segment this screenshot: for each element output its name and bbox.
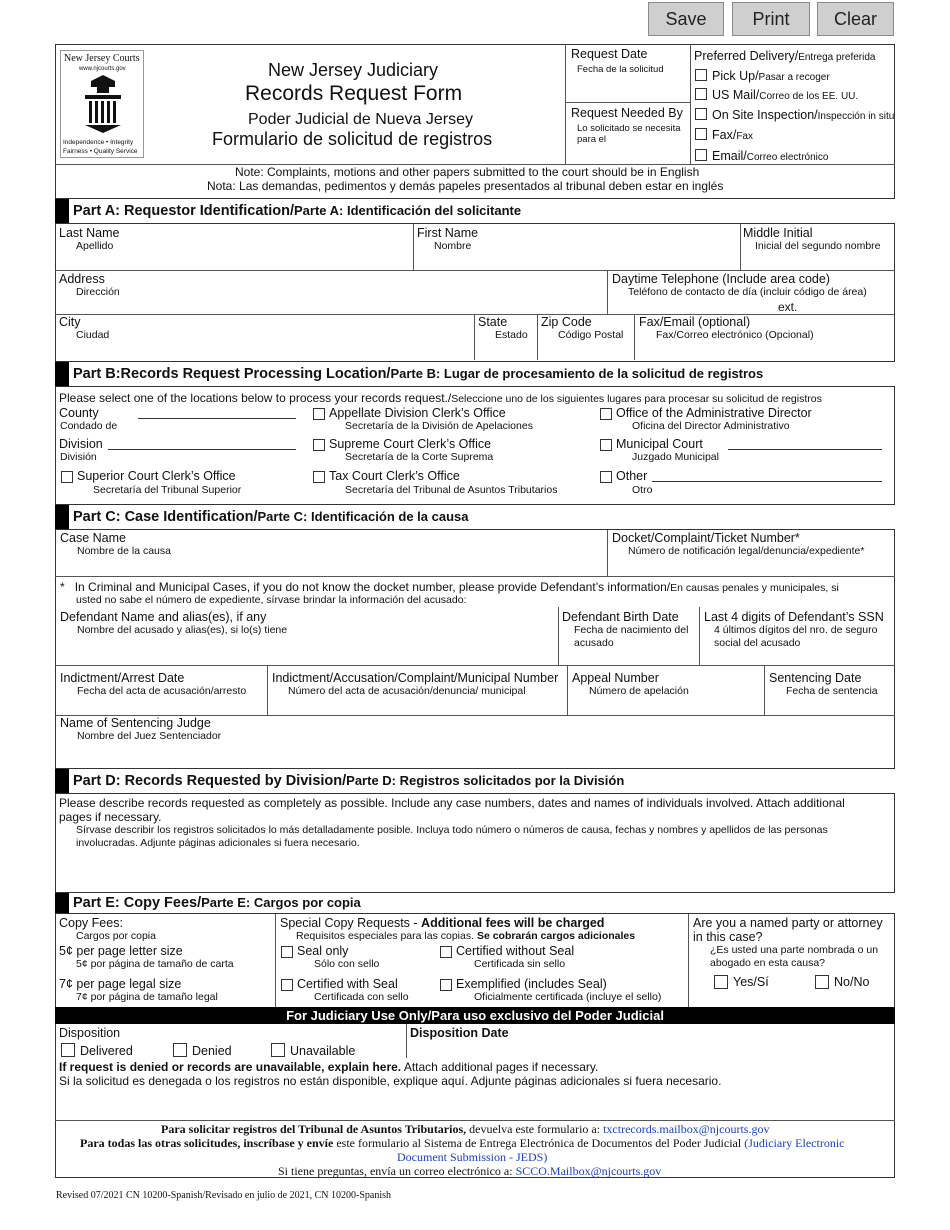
certified-without-seal-label-es: Certificada sin sello [474, 958, 566, 970]
seal-only-checkbox[interactable] [281, 946, 293, 958]
indict-number-label: Indictment/Accusation/Complaint/Municipal Number [272, 671, 559, 685]
nj-courts-logo [60, 50, 144, 158]
last-name-label: Last Name [59, 226, 120, 240]
city-label-es: Ciudad [76, 329, 110, 341]
email-label: Email/Correo electrónico [712, 149, 829, 163]
request-needed-es-1: Lo solicitado se necesita [577, 123, 681, 134]
part-d-header: Part D: Records Requested by Division/Parte D: Registros solicitados por la División [55, 768, 895, 794]
appellate-label: Appellate Division Clerk’s Office [329, 406, 506, 420]
special-copy-label-es: Requisitos especiales para las copias. Se cobrarán cargos adicionales [296, 930, 636, 942]
supreme-label-es: Secretaría de la Corte Suprema [345, 451, 494, 463]
superior-court-label-es: Secretaría del Tribunal Superior [93, 484, 242, 496]
scco-email-link[interactable]: SCCO.Mailbox@njcourts.gov [515, 1164, 662, 1178]
phone-label-es: Teléfono de contacto de día (incluir código de área) [628, 286, 867, 298]
ssn-label: Last 4 digits of Defendant’s SSN [704, 610, 884, 624]
explain-label: If request is denied or records are unavailable, explain here. Attach additional pages if necessary. [59, 1060, 599, 1074]
address-label-es: Dirección [76, 286, 120, 298]
part-a-header: Part A: Requestor Identification/Parte A: Identificación del solicitante [55, 198, 895, 224]
clear-button[interactable]: Clear [817, 2, 894, 36]
request-needed-label: Request Needed By [571, 106, 683, 120]
other-label: Other [616, 469, 648, 483]
title-en-2: Records Request Form [245, 82, 463, 105]
exemplified-label-es: Oficialmente certificada (incluye el sello) [474, 991, 662, 1003]
logo-title: New Jersey Courts [64, 53, 140, 64]
footer-questions-line: Si tiene preguntas, envía un correo electrónico a: SCCO.Mailbox@njcourts.gov [278, 1164, 662, 1178]
docket-label-es: Número de notificación legal/denuncia/expediente* [628, 545, 865, 557]
dob-label: Defendant Birth Date [562, 610, 679, 624]
sentencing-date-label: Sentencing Date [769, 671, 862, 685]
part-c-header: Part C: Case Identification/Parte C: Identificación de la causa [55, 504, 895, 530]
seal-only-label: Seal only [297, 944, 349, 958]
email-checkbox[interactable] [695, 149, 707, 161]
county-field[interactable] [138, 418, 296, 419]
zip-label-es: Código Postal [558, 329, 624, 341]
named-party-label-es-2: abogado en esta causa? [710, 957, 826, 969]
tax-email-link[interactable]: txctrecords.mailbox@njcourts.gov [603, 1122, 770, 1136]
certified-with-seal-label: Certified with Seal [297, 977, 398, 991]
no-label: No/No [834, 975, 870, 989]
first-name-label-es: Nombre [434, 240, 472, 252]
us-mail-label: US Mail/Correo de los EE. UU. [712, 88, 859, 102]
other-checkbox[interactable] [600, 471, 612, 483]
county-label-es: Condado de [60, 420, 118, 432]
named-party-label-2: in this case? [693, 930, 763, 944]
explain-label-es: Si la solicitud es denegada o los registros no están disponible, explique aquí. Adjunte páginas adicionales si fuera necesario. [59, 1074, 722, 1088]
address-label: Address [59, 272, 105, 286]
save-button[interactable]: Save [648, 2, 724, 36]
last-name-label-es: Apellido [76, 240, 114, 252]
superior-court-checkbox[interactable] [61, 471, 73, 483]
middle-initial-label-es: Inicial del segundo nombre [755, 240, 881, 252]
print-button[interactable]: Print [732, 2, 810, 36]
jeds-link-1[interactable]: (Judiciary Electronic [744, 1136, 845, 1150]
part-b-instructions: Please select one of the locations below to process your records request./Seleccione uno de los siguientes lugares para procesar su solicitud de registros [59, 391, 822, 405]
request-needed-es-2: para el [577, 134, 607, 145]
dob-label-es-2: acusado [574, 637, 614, 649]
us-mail-checkbox[interactable] [695, 88, 707, 100]
ssn-label-es-2: social del acusado [714, 637, 801, 649]
aoc-checkbox[interactable] [600, 408, 612, 420]
disposition-label: Disposition [59, 1026, 121, 1040]
logo-url: www.njcourts.gov [79, 66, 126, 72]
certified-without-seal-label: Certified without Seal [456, 944, 575, 958]
judge-label-es: Nombre del Juez Sentenciador [77, 730, 222, 742]
dob-label-es-1: Fecha de nacimiento del [574, 624, 689, 636]
superior-court-label: Superior Court Clerk’s Office [77, 469, 236, 483]
footer-other-line: Para todas las otras solicitudes, inscríbase y envíe este formulario al Sistema de Entrega Electrónica de Documentos del Poder Judicial (Judiciary Electronic [80, 1136, 845, 1150]
appeal-number-label-es: Número de apelación [589, 685, 689, 697]
certified-without-seal-checkbox[interactable] [440, 946, 452, 958]
pickup-checkbox[interactable] [695, 69, 707, 81]
fax-email-label-es: Fax/Correo electrónico (Opcional) [656, 329, 814, 341]
named-party-label-1: Are you a named party or attorney [693, 916, 883, 930]
municipal-field[interactable] [728, 449, 882, 450]
judge-label: Name of Sentencing Judge [60, 716, 211, 730]
footer-tax-line: Para solicitar registros del Tribunal de Asuntos Tributarios, devuelva este formulario a: txctrecords.mailbox@njcourts.gov [161, 1122, 770, 1136]
letter-fee-label-es: 5¢ por página de tamaño de carta [76, 958, 234, 970]
unavailable-checkbox[interactable] [271, 1043, 285, 1057]
preferred-delivery-label: Preferred Delivery/Entrega preferida [694, 49, 876, 63]
revision-note: Revised 07/2021 CN 10200-Spanish/Revisado en julio de 2021, CN 10200-Spanish [56, 1190, 391, 1201]
other-label-es: Otro [632, 484, 653, 496]
logo-motto-1: Independence • Integrity [63, 139, 134, 146]
part-d-instructions-2: pages if necessary. [59, 810, 162, 824]
supreme-label: Supreme Court Clerk’s Office [329, 437, 492, 451]
appeal-number-label: Appeal Number [572, 671, 659, 685]
exemplified-label: Exemplified (includes Seal) [456, 977, 607, 991]
yes-checkbox[interactable] [714, 975, 728, 989]
indict-date-label-es: Fecha del acta de acusación/arresto [77, 685, 247, 697]
criminal-note-line2: usted no sabe el número de expediente, sírvase brindar la información del acusado: [76, 594, 467, 606]
municipal-checkbox[interactable] [600, 439, 612, 451]
first-name-label: First Name [417, 226, 479, 240]
disposition-date-label: Disposition Date [410, 1026, 509, 1040]
legal-fee-label: 7¢ per page legal size [59, 977, 182, 991]
exemplified-checkbox[interactable] [440, 979, 452, 991]
case-name-label: Case Name [60, 531, 126, 545]
part-d-instructions-es-2: involucradas. Adjunte páginas adicionales si fuera necesario. [76, 837, 360, 849]
copy-fees-label-es: Cargos por copia [76, 930, 156, 942]
indict-number-label-es: Número del acta de acusación/denuncia/ municipal [288, 685, 526, 697]
delivered-checkbox[interactable] [61, 1043, 75, 1057]
title-es-1: Poder Judicial de Nueva Jersey [248, 111, 474, 128]
logo-motto-2: Fairness • Quality Service [63, 148, 138, 155]
supreme-checkbox[interactable] [313, 439, 325, 451]
certified-with-seal-checkbox[interactable] [281, 979, 293, 991]
fax-email-label: Fax/Email (optional) [639, 315, 751, 329]
part-d-instructions-es-1: Sírvase describir los registros solicitados lo más detalladamente posible. Incluya todo número o números de causa, fechas y nombres y apellidos de las personas [76, 824, 828, 836]
tax-court-checkbox[interactable] [313, 471, 325, 483]
case-name-label-es: Nombre de la causa [77, 545, 171, 557]
division-label: Division [59, 437, 103, 451]
ssn-label-es-1: 4 últimos dígitos del nro. de seguro [714, 624, 878, 636]
seal-only-label-es: Sólo con sello [314, 958, 380, 970]
indict-date-label: Indictment/Arrest Date [60, 671, 185, 685]
denied-label: Denied [192, 1044, 232, 1058]
city-label: City [59, 315, 81, 329]
aoc-label-es: Oficina del Director Administrativo [632, 420, 790, 432]
state-label: State [478, 315, 508, 329]
note-en: Note: Complaints, motions and other papers submitted to the court should be in English [235, 165, 700, 179]
pickup-label: Pick Up/Pasar a recoger [712, 69, 830, 83]
title-es-2: Formulario de solicitud de registros [212, 129, 493, 149]
division-label-es: División [60, 451, 97, 463]
middle-initial-label: Middle Initial [743, 226, 813, 240]
courthouse-icon [83, 75, 123, 135]
copy-fees-label: Copy Fees: [59, 916, 123, 930]
criminal-note-line1: * In Criminal and Municipal Cases, if you do not know the docket number, please provide Defendant’s information/En causas penales y municipales, si [60, 580, 839, 594]
part-d-instructions-1: Please describe records requested as completely as possible. Include any case numbers, dates and names of individuals involved. Attach additional [59, 796, 845, 810]
appellate-label-es: Secretaría de la División de Apelaciones [345, 420, 533, 432]
denied-checkbox[interactable] [173, 1043, 187, 1057]
fax-checkbox[interactable] [695, 128, 707, 140]
note-es: Nota: Las demandas, pedimentos y demás papeles presentados al tribunal deben estar en inglés [207, 179, 724, 193]
defendant-label: Defendant Name and alias(es), if any [60, 610, 267, 624]
zip-label: Zip Code [541, 315, 592, 329]
delivered-label: Delivered [80, 1044, 133, 1058]
ext-label: ext. [778, 300, 798, 314]
judiciary-use-header: For Judiciary Use Only/Para uso exclusivo del Poder Judicial [55, 1007, 895, 1024]
sentencing-date-label-es: Fecha de sentencia [786, 685, 878, 697]
request-date-label: Request Date [571, 47, 648, 61]
onsite-checkbox[interactable] [695, 108, 707, 120]
part-b-header: Part B:Records Request Processing Location/Parte B: Lugar de procesamiento de la solicitud de registros [55, 361, 895, 387]
state-label-es: Estado [495, 329, 528, 341]
part-e-header: Part E: Copy Fees/Parte E: Cargos por copia [55, 892, 895, 914]
phone-label: Daytime Telephone (Include area code) [612, 272, 830, 286]
request-date-label-es: Fecha de la solicitud [577, 64, 664, 75]
county-label: County [59, 406, 99, 420]
tax-court-label-es: Secretaría del Tribunal de Asuntos Tributarios [345, 484, 558, 496]
docket-label: Docket/Complaint/Ticket Number* [612, 531, 800, 545]
named-party-label-es-1: ¿Es usted una parte nombrada o un [710, 944, 879, 956]
certified-with-seal-label-es: Certificada con sello [314, 991, 409, 1003]
onsite-label: On Site Inspection/Inspección in situ [712, 108, 895, 122]
special-copy-label: Special Copy Requests - Additional fees will be charged [280, 916, 605, 930]
aoc-label: Office of the Administrative Director [616, 406, 812, 420]
appellate-checkbox[interactable] [313, 408, 325, 420]
unavailable-label: Unavailable [290, 1044, 356, 1058]
tax-court-label: Tax Court Clerk’s Office [329, 469, 460, 483]
letter-fee-label: 5¢ per page letter size [59, 944, 183, 958]
jeds-link-2[interactable]: Document Submission - JEDS) [397, 1150, 548, 1164]
fax-label: Fax/Fax [712, 128, 753, 142]
other-field[interactable] [652, 481, 882, 482]
title-en-1: New Jersey Judiciary [268, 60, 439, 80]
defendant-label-es: Nombre del acusado y alias(es), si lo(s) tiene [77, 624, 288, 636]
yes-label: Yes/Sí [733, 975, 769, 989]
municipal-label: Municipal Court [616, 437, 703, 451]
no-checkbox[interactable] [815, 975, 829, 989]
legal-fee-label-es: 7¢ por página de tamaño legal [76, 991, 218, 1003]
municipal-label-es: Juzgado Municipal [632, 451, 719, 463]
division-field[interactable] [108, 449, 296, 450]
